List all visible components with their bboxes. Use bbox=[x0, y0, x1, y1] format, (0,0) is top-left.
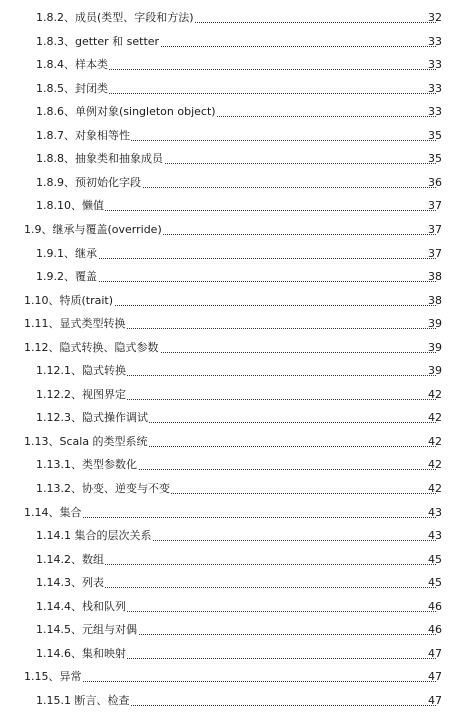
toc-entry-title: 1.14.3、列表 bbox=[36, 576, 104, 590]
toc-entry-title: 1.9.2、覆盖 bbox=[36, 270, 97, 284]
toc-entry[interactable] bbox=[0, 80, 474, 100]
toc-entry-page-number: 47 bbox=[428, 646, 442, 660]
toc-entry-title: 1.14、集合 bbox=[24, 505, 82, 519]
toc-entry[interactable] bbox=[0, 504, 474, 524]
toc-entry[interactable] bbox=[0, 268, 474, 288]
toc-entry-title: 1.15.1 断言、检查 bbox=[36, 693, 130, 707]
toc-entry[interactable] bbox=[0, 668, 474, 688]
toc-entry-page-number: 35 bbox=[428, 128, 442, 142]
toc-entry-title: 1.8.10、懒值 bbox=[36, 199, 104, 213]
toc-entry[interactable] bbox=[0, 56, 474, 76]
toc-entry-title: 1.8.5、封闭类 bbox=[36, 81, 108, 95]
toc-entry[interactable] bbox=[0, 362, 474, 382]
toc-entry[interactable] bbox=[0, 574, 474, 594]
toc-entry-title: 1.14.1 集合的层次关系 bbox=[36, 529, 152, 543]
toc-entry-title: 1.8.7、对象相等性 bbox=[36, 128, 130, 142]
toc-entry[interactable] bbox=[0, 292, 474, 312]
toc-entry-page-number: 35 bbox=[428, 152, 442, 166]
toc-entry-page-number: 43 bbox=[428, 529, 442, 543]
toc-entry-page-number: 39 bbox=[428, 364, 442, 378]
toc-entry[interactable] bbox=[0, 409, 474, 429]
toc-entry-page-number: 33 bbox=[428, 81, 442, 95]
toc-entry-title: 1.8.2、成员(类型、字段和方法) bbox=[36, 11, 194, 24]
toc-entry[interactable] bbox=[0, 315, 474, 335]
toc-entry-page-number: 37 bbox=[428, 246, 442, 260]
toc-entry-title: 1.8.3、getter 和 setter bbox=[36, 34, 160, 48]
toc-entry[interactable] bbox=[0, 386, 474, 406]
toc-entry[interactable] bbox=[0, 433, 474, 453]
toc-entry-title: 1.14.6、集和映射 bbox=[36, 646, 126, 660]
toc-entry[interactable] bbox=[0, 174, 474, 194]
dot-leader bbox=[24, 681, 436, 682]
toc-entry[interactable] bbox=[0, 221, 474, 241]
toc-entry-page-number: 38 bbox=[428, 293, 442, 307]
toc-entry-page-number: 42 bbox=[428, 458, 442, 472]
toc-entry-title: 1.14.5、元组与对偶 bbox=[36, 623, 137, 637]
toc-entry-page-number: 36 bbox=[428, 175, 442, 189]
toc-entry[interactable] bbox=[0, 197, 474, 217]
toc-entry-page-number: 42 bbox=[428, 387, 442, 401]
toc-entry[interactable] bbox=[0, 551, 474, 571]
toc-entry-title: 1.13.1、类型参数化 bbox=[36, 458, 137, 472]
toc-entry-title: 1.12.3、隐式操作调试 bbox=[36, 411, 148, 425]
toc-entry[interactable] bbox=[0, 598, 474, 618]
toc-entry[interactable] bbox=[0, 480, 474, 500]
toc-entry-title: 1.13.2、协变、逆变与不变 bbox=[36, 482, 170, 495]
toc-entry-page-number: 43 bbox=[428, 505, 442, 519]
toc-entry-page-number: 39 bbox=[428, 317, 442, 331]
toc-entry-title: 1.8.9、预初始化字段 bbox=[36, 175, 141, 189]
toc-entry-page-number: 39 bbox=[428, 340, 442, 354]
toc-entry[interactable] bbox=[0, 692, 474, 712]
toc-entry[interactable] bbox=[0, 127, 474, 147]
toc-entry-title: 1.12、隐式转换、隐式参数 bbox=[24, 340, 159, 354]
toc-entry[interactable] bbox=[0, 9, 474, 29]
toc-entry-page-number: 37 bbox=[428, 222, 442, 236]
toc-entry-page-number: 42 bbox=[428, 411, 442, 425]
toc-entry[interactable] bbox=[0, 33, 474, 53]
toc-entry-page-number: 46 bbox=[428, 623, 442, 637]
toc-entry-page-number: 33 bbox=[428, 58, 442, 72]
toc-entry[interactable] bbox=[0, 645, 474, 665]
toc-entry-page-number: 33 bbox=[428, 34, 442, 48]
toc-entry-page-number: 38 bbox=[428, 270, 442, 284]
toc-entry-page-number: 47 bbox=[428, 693, 442, 707]
toc-entry[interactable] bbox=[0, 245, 474, 265]
toc-entry-title: 1.15、异常 bbox=[24, 670, 82, 684]
toc-entry-title: 1.8.6、单例对象(singleton object) bbox=[36, 105, 216, 119]
toc-entry[interactable] bbox=[0, 621, 474, 641]
toc-entry-page-number: 42 bbox=[428, 434, 442, 448]
toc-entry-page-number: 33 bbox=[428, 105, 442, 119]
toc-entry-page-number: 32 bbox=[428, 11, 442, 24]
toc-entry-title: 1.8.8、抽象类和抽象成员 bbox=[36, 152, 163, 166]
toc-entry-title: 1.8.4、样本类 bbox=[36, 58, 108, 72]
toc-entry[interactable] bbox=[0, 527, 474, 547]
toc-entry-page-number: 42 bbox=[428, 482, 442, 495]
toc-entry-title: 1.13、Scala 的类型系统 bbox=[24, 434, 148, 448]
toc-entry-title: 1.11、显式类型转换 bbox=[24, 317, 126, 331]
toc-entry[interactable] bbox=[0, 456, 474, 476]
toc-entry[interactable] bbox=[0, 103, 474, 123]
toc-entry-title: 1.9、继承与覆盖(override) bbox=[24, 222, 162, 236]
toc-entry-page-number: 46 bbox=[428, 599, 442, 613]
toc-entry[interactable] bbox=[0, 150, 474, 170]
toc-entry[interactable] bbox=[0, 339, 474, 359]
toc-entry-title: 1.14.2、数组 bbox=[36, 552, 104, 566]
toc-entry-page-number: 45 bbox=[428, 576, 442, 590]
toc-entry-title: 1.12.1、隐式转换 bbox=[36, 364, 126, 378]
toc-entry-title: 1.10、特质(trait) bbox=[24, 293, 114, 307]
toc-entry-page-number: 47 bbox=[428, 670, 442, 684]
toc-entry-title: 1.9.1、继承 bbox=[36, 246, 97, 260]
toc-entry-page-number: 37 bbox=[428, 199, 442, 213]
toc-entry-title: 1.14.4、栈和队列 bbox=[36, 599, 126, 613]
toc-entry-page-number: 45 bbox=[428, 552, 442, 566]
toc-entry-title: 1.12.2、视图界定 bbox=[36, 387, 126, 401]
dot-leader bbox=[24, 517, 436, 518]
